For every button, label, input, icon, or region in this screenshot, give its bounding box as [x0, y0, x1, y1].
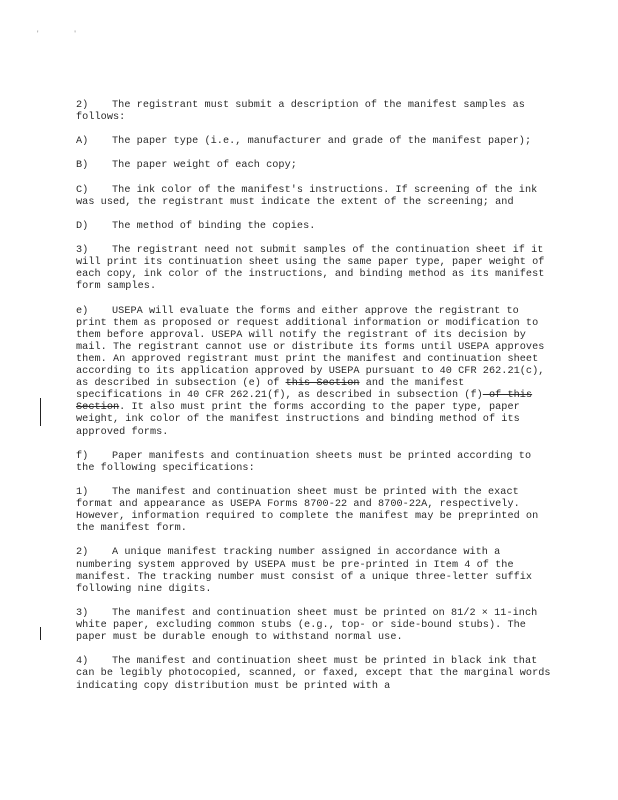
paragraph-3: 3) The registrant need not submit samples of the continuation sheet if it will print its continuation sheet using the same paper type, paper weight of each copy, ink color of the instructions, and binding method as its manifest form samples. [76, 245, 545, 293]
revision-bar [40, 627, 41, 640]
paragraph-f1: 1) The manifest and continuation sheet must be printed with the exact format and appearance as USEPA Forms 8700-22 and 8700-22A, respectively. However, information required to complete the manifest may be preprinted on the manifest form. [76, 487, 539, 535]
paragraph-2: 2) The registrant must submit a description of the manifest samples as follows: [76, 100, 525, 124]
paragraph-f2: 2) A unique manifest tracking number assigned in accordance with a numbering system approved by USEPA must be pre-printed in Item 4 of the manifest. The tracking number must consist of a unique three-letter suffix following nine digits. [76, 547, 533, 595]
paragraph-D: D) The method of binding the copies. [76, 220, 316, 232]
speck: ' [36, 30, 40, 37]
struck-text: this Section [285, 378, 360, 390]
document-body [76, 100, 551, 705]
paragraph-f: f) Paper manifests and continuation sheets must be printed according to the following specifications: [76, 450, 532, 474]
scan-specks [36, 30, 107, 37]
revision-bar [40, 398, 41, 426]
paragraph-f3: 3) The manifest and continuation sheet must be printed on 81/2 × 11-inch white paper, excluding common stubs (e.g., top- or side-bound stubs). The paper must be durable enough to withstand normal use. [76, 607, 538, 644]
paragraph-C: C) The ink color of the manifest's instructions. If screening of the ink was used, the registrant must indicate the extent of the screening; and [76, 184, 538, 208]
paragraph-f4: 4) The manifest and continuation sheet must be printed in black ink that can be legibly photocopied, scanned, or faxed, except that the marginal words indicating copy distribution must be printed with a [76, 656, 551, 692]
paragraph-e: e) USEPA will evaluate the forms and either approve the registrant to print them as proposed or request additional information or modification to them before approval. USEPA will notify the registrant of its decision by mail. The registrant cannot use or distribute its forms until USEPA approves them. An approved registrant must print the manifest and continuation sheet according to its application approved by USEPA pursuant to 40 CFR 262.21(c), as described in subsection (e) of this Section and the manifest specifications in 40 CFR 262.21(f), as described in subsection (f) of this Section. It also must print the forms according to the paper type, paper weight, ink color of the manifest instructions and binding method of its approved forms. [76, 305, 545, 438]
paragraph-B: B) The paper weight of each copy; [76, 160, 297, 172]
struck-text: of this Section [76, 390, 533, 414]
paragraph-A: A) The paper type (i.e., manufacturer and grade of the manifest paper); [76, 136, 532, 148]
speck: ' [73, 30, 77, 37]
